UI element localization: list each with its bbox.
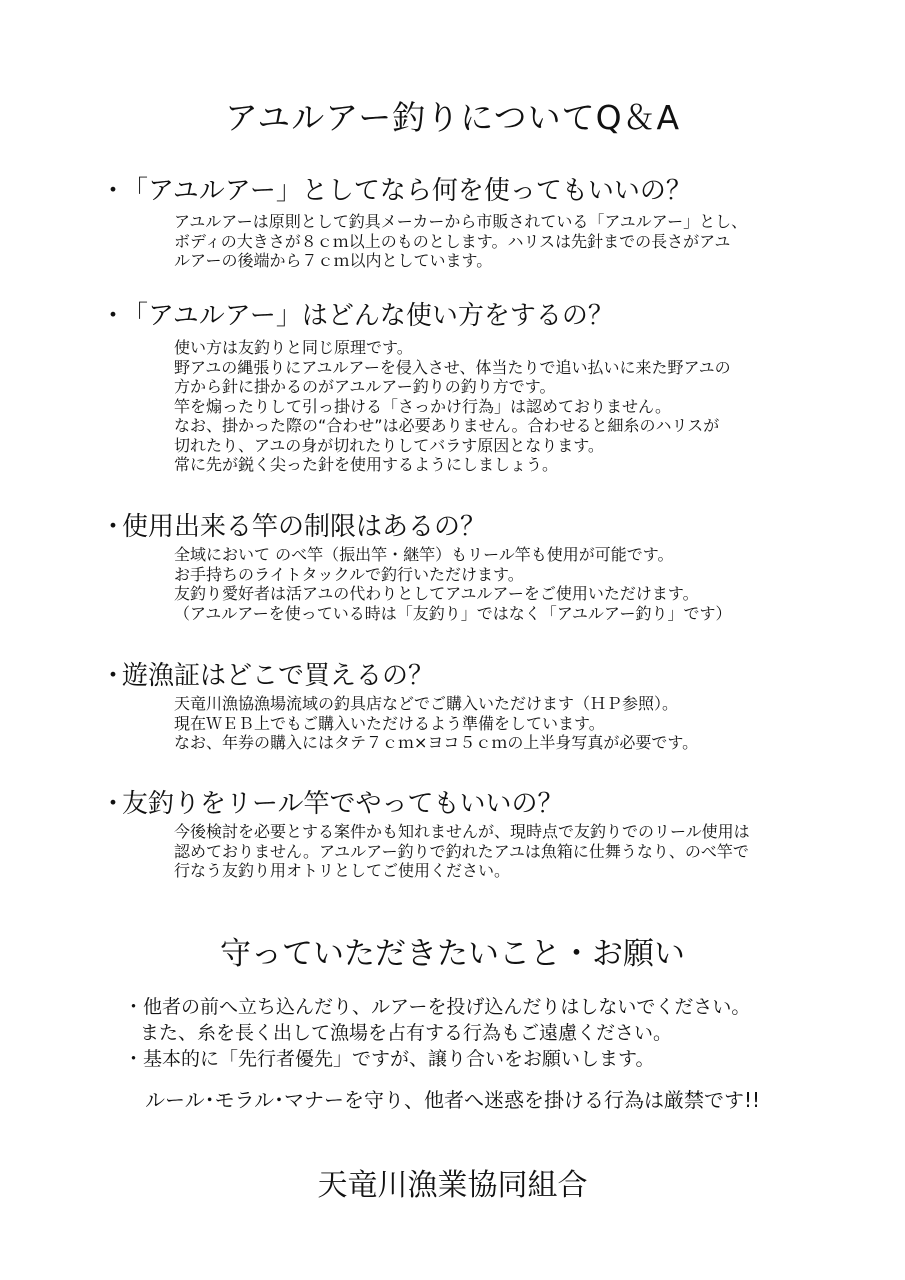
answer-line: 方から針に掛かるのがアユルアー釣りの釣り方です。 [174,377,556,396]
warning-text: ルール･モラル･マナーを守り、他者へ迷惑を掛ける行為は厳禁です!! [144,1088,761,1112]
bullet: ・ [100,789,127,819]
answer-line: 野アユの縄張りにアユルアーを侵入させ、体当たりで追い払いに来た野アユの [174,357,731,377]
request-line: ・基本的に「先行者優先」ですが、譲り合いをお願いします。 [124,1048,655,1070]
answer-block [174,822,750,881]
answer-block [174,338,731,475]
answer-block [174,694,698,753]
request-line: また、糸を長く出して漁場を占有する行為もご遠慮ください。 [140,1022,673,1044]
bullet: ・ [100,301,127,331]
bullet: ・ [100,176,127,206]
answer-line: 天竜川漁協漁場流域の釣具店などでご購入いただけます（ＨＰ参照）。 [174,694,679,713]
question-heading [100,506,486,543]
answer-line: 竿を煽ったりして引っ掛ける「さっかけ行為」は認めておりません。 [174,396,671,416]
question-heading [100,655,434,692]
answer-block [174,545,731,623]
organization-name: 天竜川漁業協同組合 [317,1168,588,1203]
page-title: アユルアー釣りについてQ＆A [224,98,681,137]
answer-line: ボディの大きさが８ｃｍ以上のものとします。ハリスは先針までの長さがアユ [174,231,731,251]
answer-line: 行なう友釣り用オトリとしてご使用ください。 [174,861,511,880]
bullet: ・ [100,512,127,542]
answer-line: 友釣り愛好者は活アユの代わりとしてアユルアーをご使用いただけます。 [174,584,699,603]
question-heading [100,295,614,332]
answer-line: なお、年券の購入にはタテ７ｃｍ×ヨコ５ｃｍの上半身写真が必要です。 [174,733,699,752]
question-text: 使用出来る竿の制限はあるの？ [122,512,487,542]
answer-line: 常に先が鋭く尖った針を使用するようにしましょう。 [174,455,559,474]
question-text: 友釣りをリール竿でやってもいいの？ [122,789,564,819]
question-heading [100,170,692,207]
question-text: 「アユルアー」としてなら何を使ってもいいの？ [122,176,692,206]
requests-list [124,994,750,1072]
requests-heading: 守っていただきたいこと・お願い [220,936,685,972]
request-line: ・他者の前へ立ち込んだり、ルアーを投げ込んだりはしないでください。 [124,996,751,1018]
answer-line: 現在ＷＥＢ上でもご購入いただけるよう準備をしています。 [174,713,605,733]
answer-line: 使い方は友釣りと同じ原理です。 [174,338,413,357]
answer-block [174,212,747,271]
answer-line: 認めておりません。アユルアー釣りで釣れたアユは魚箱に仕舞うなり、のべ竿で [174,841,749,861]
question-text: 「アユルアー」はどんな使い方をするの？ [122,301,614,331]
bullet: ・ [100,661,127,691]
answer-line: ルアーの後端から７ｃｍ以内としています。 [174,251,493,270]
answer-line: アユルアーは原則として釣具メーカーから市販されている「アユルアー」とし、 [174,212,748,231]
answer-line: 全域において のべ竿（振出竿・継竿）もリール竿も使用が可能です。 [174,545,674,564]
answer-line: 切れたり、アユの身が切れたりしてバラす原因となります。 [174,435,604,455]
answer-line: なお、掛かった際の“合わせ”は必要ありません。合わせると細糸のハリスが [174,416,720,435]
question-heading [100,783,563,820]
question-text: 遊漁証はどこで買えるの？ [122,661,435,691]
answer-line: （アユルアーを使っている時は「友釣り」ではなく「アユルアー釣り」です） [174,603,732,623]
answer-line: お手持ちのライトタックルで釣行いただけます。 [174,564,524,584]
answer-line: 今後検討を必要とする案件かも知れませんが、現時点で友釣りでのリール使用は [174,822,750,841]
